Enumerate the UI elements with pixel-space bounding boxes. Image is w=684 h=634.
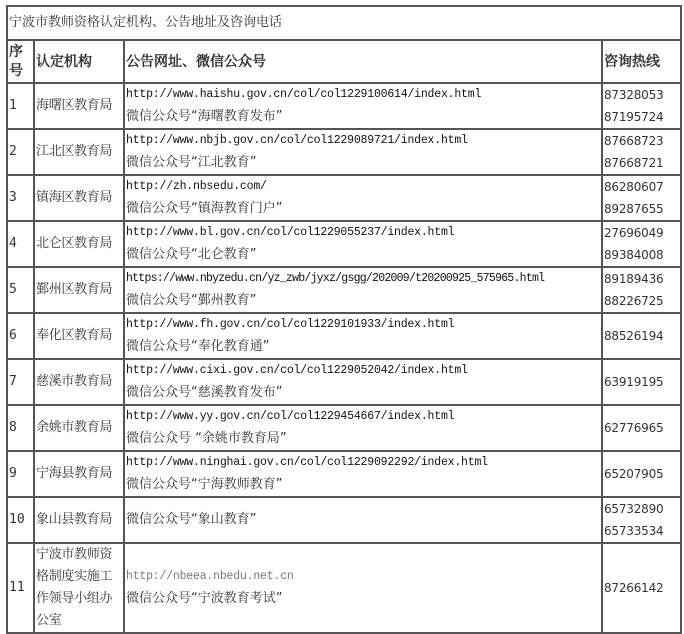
table-row <box>7 221 681 267</box>
phone-number: 87266142 <box>604 581 664 595</box>
row-phone-cell <box>602 359 681 405</box>
header-org: 认定机构 <box>34 40 124 83</box>
phone-number: 88226725 <box>604 294 664 308</box>
phone-number: 89189436 <box>604 272 664 286</box>
row-org: 鄞州区教育局 <box>34 267 124 313</box>
row-url-cell <box>124 83 602 129</box>
row-phone-cell <box>602 129 681 175</box>
phone-number: 86280607 <box>604 180 664 194</box>
row-phone-cell <box>602 175 681 221</box>
row-url-cell <box>124 313 602 359</box>
org-line: 公室 <box>36 613 62 628</box>
announcement-link[interactable]: http://nbeea.nbedu.net.cn <box>126 570 294 583</box>
row-url-cell <box>124 267 602 313</box>
phone-number: 65733534 <box>604 524 664 538</box>
row-phone-cell <box>602 451 681 497</box>
row-org: 宁海县教育局 <box>34 451 124 497</box>
wechat-account: 微信公众号“慈溪教育发布” <box>126 385 283 400</box>
phone-number: 89384008 <box>604 248 664 262</box>
header-url: 公告网址、微信公众号 <box>124 40 602 83</box>
phone-number: 87668723 <box>604 134 664 148</box>
header-seq: 序号 <box>7 40 34 83</box>
row-seq: 3 <box>7 175 34 221</box>
phone-number: 87668721 <box>604 156 664 170</box>
row-org <box>34 543 124 633</box>
row-org: 海曙区教育局 <box>34 83 124 129</box>
wechat-account: 微信公众号“海曙教育发布” <box>126 109 283 124</box>
table-row <box>7 129 681 175</box>
announcement-link[interactable]: http://www.fh.gov.cn/col/col1229101933/index.html <box>126 318 455 331</box>
phone-number: 87195724 <box>604 110 664 124</box>
phone-number: 27696049 <box>604 226 664 240</box>
wechat-account: 微信公众号“镇海教育门户” <box>126 201 283 216</box>
wechat-account: 微信公众号“象山教育” <box>126 512 257 527</box>
row-url-cell <box>124 129 602 175</box>
row-phone-cell <box>602 221 681 267</box>
announcement-link[interactable]: http://www.yy.gov.cn/col/col1229454667/index.html <box>126 410 455 423</box>
row-seq: 9 <box>7 451 34 497</box>
phone-number: 62776965 <box>604 421 664 435</box>
header-row <box>7 40 681 83</box>
table-row <box>7 267 681 313</box>
row-url-cell <box>124 497 602 543</box>
row-org: 余姚市教育局 <box>34 405 124 451</box>
table-row <box>7 543 681 633</box>
phone-number: 89287655 <box>604 202 664 216</box>
table-row <box>7 359 681 405</box>
row-seq: 2 <box>7 129 34 175</box>
wechat-account: 微信公众号“奉化教育通” <box>126 339 270 354</box>
row-url-cell <box>124 359 602 405</box>
phone-number: 63919195 <box>604 375 664 389</box>
title-row <box>7 6 681 40</box>
row-org: 镇海区教育局 <box>34 175 124 221</box>
table-row <box>7 313 681 359</box>
row-phone-cell <box>602 543 681 633</box>
row-phone-cell <box>602 83 681 129</box>
wechat-account: 微信公众号“北仑教育” <box>126 247 257 262</box>
row-org: 江北区教育局 <box>34 129 124 175</box>
announcement-link[interactable]: https://www.nbyzedu.cn/yz_zwb/jyxz/gsgg/202009/t20200925_575965.html <box>126 272 545 285</box>
wechat-account: 微信公众号“宁海教师教育” <box>126 477 283 492</box>
announcement-link[interactable]: http://www.haishu.gov.cn/col/col1229100614/index.html <box>126 88 482 101</box>
row-phone-cell <box>602 497 681 543</box>
org-line: 格制度实施工 <box>36 569 113 584</box>
org-line: 宁波市教师资 <box>36 547 113 562</box>
table-row <box>7 497 681 543</box>
table-row <box>7 175 681 221</box>
row-org: 北仑区教育局 <box>34 221 124 267</box>
row-phone-cell <box>602 405 681 451</box>
row-url-cell <box>124 221 602 267</box>
wechat-account: 微信公众号“鄞州教育” <box>126 293 257 308</box>
phone-number: 65207905 <box>604 467 664 481</box>
announcement-link[interactable]: http://zh.nbsedu.com/ <box>126 180 267 193</box>
table-row <box>7 405 681 451</box>
row-phone-cell <box>602 267 681 313</box>
org-line: 作领导小组办 <box>36 591 113 606</box>
row-seq: 1 <box>7 83 34 129</box>
row-url-cell <box>124 543 602 633</box>
table-row <box>7 83 681 129</box>
announcement-link[interactable]: http://www.cixi.gov.cn/col/col1229052042/index.html <box>126 364 468 377</box>
row-url-cell <box>124 405 602 451</box>
header-phone: 咨询热线 <box>602 40 681 83</box>
row-org: 奉化区教育局 <box>34 313 124 359</box>
row-seq: 5 <box>7 267 34 313</box>
row-seq: 8 <box>7 405 34 451</box>
wechat-account: 微信公众号“江北教育” <box>126 155 257 170</box>
row-seq: 4 <box>7 221 34 267</box>
wechat-account: 微信公众号 “余姚市教育局” <box>126 431 287 446</box>
table-row <box>7 451 681 497</box>
phone-number: 65732890 <box>604 502 664 516</box>
announcement-link[interactable]: http://www.ninghai.gov.cn/col/col1229092292/index.html <box>126 456 488 469</box>
table-title: 宁波市教师资格认定机构、公告地址及咨询电话 <box>7 6 681 40</box>
announcement-link[interactable]: http://www.nbjb.gov.cn/col/col1229089721/index.html <box>126 134 468 147</box>
row-url-cell <box>124 175 602 221</box>
wechat-account: 微信公众号“宁波教育考试” <box>126 591 283 606</box>
row-seq: 6 <box>7 313 34 359</box>
row-seq: 11 <box>7 543 34 633</box>
row-phone-cell <box>602 313 681 359</box>
phone-number: 87328053 <box>604 88 664 102</box>
announcement-link[interactable]: http://www.bl.gov.cn/col/col1229055237/index.html <box>126 226 455 239</box>
phone-number: 88526194 <box>604 329 664 343</box>
contact-table <box>6 5 682 634</box>
row-seq: 10 <box>7 497 34 543</box>
row-org: 象山县教育局 <box>34 497 124 543</box>
row-seq: 7 <box>7 359 34 405</box>
row-org: 慈溪市教育局 <box>34 359 124 405</box>
row-url-cell <box>124 451 602 497</box>
